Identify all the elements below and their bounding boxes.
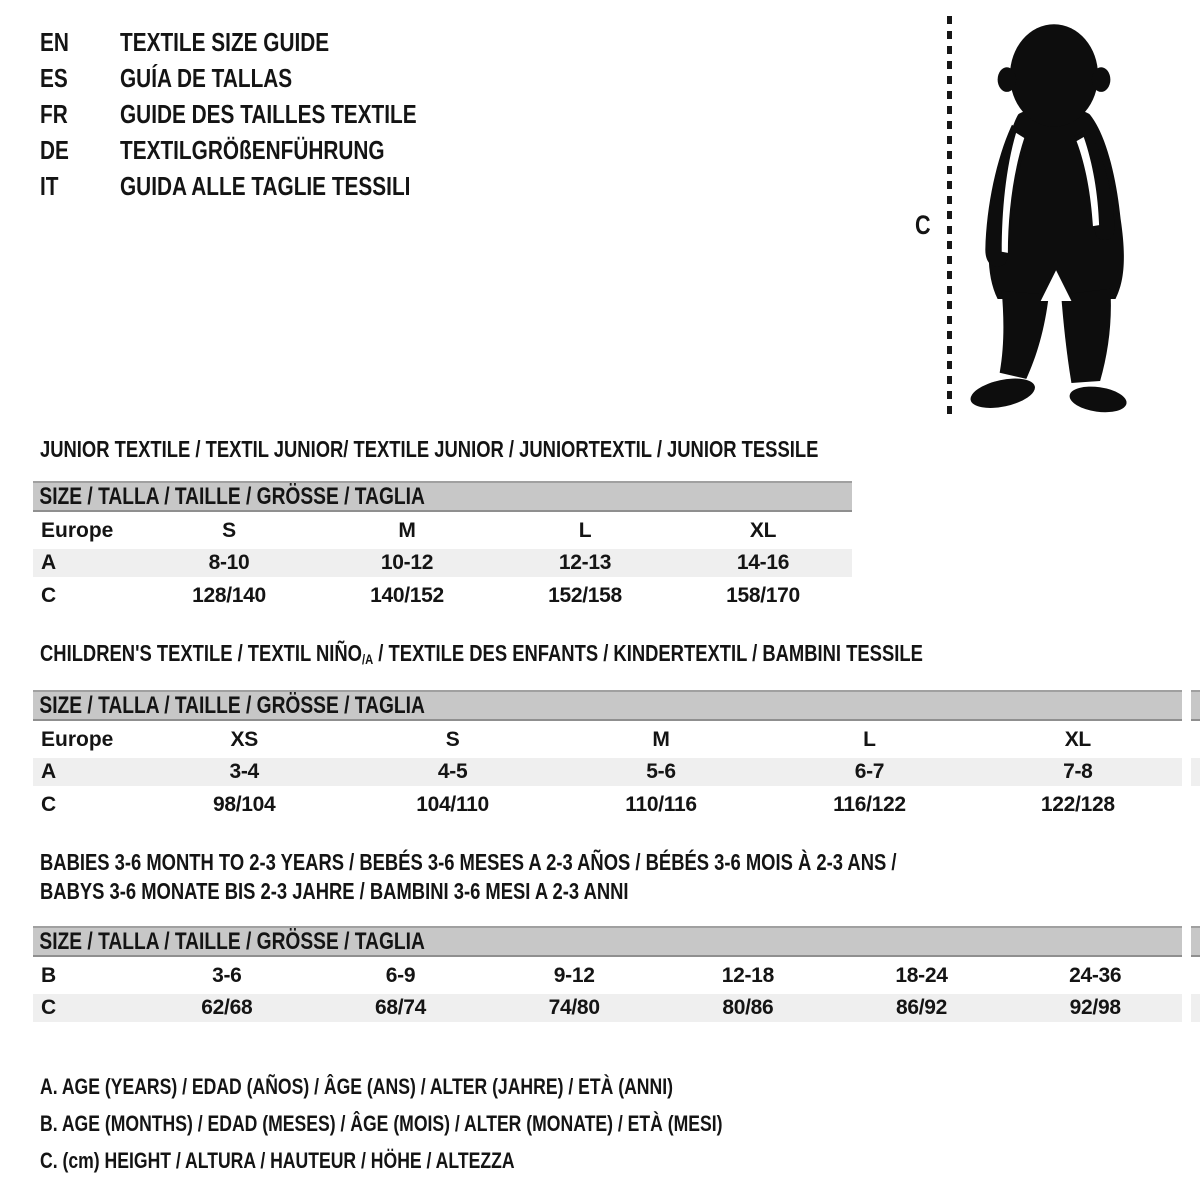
- table-row-months: [33, 957, 1182, 994]
- height-cell: 158/170: [726, 583, 800, 607]
- height-cell: 122/128: [1040, 792, 1115, 816]
- toddler-silhouette-image: [956, 14, 1152, 424]
- size-cell: XL: [1064, 727, 1091, 751]
- language-row-it: [40, 168, 491, 204]
- age-cell: 14-16: [736, 551, 790, 574]
- legend-line-b: B. AGE (MONTHS) / EDAD (MESES) / ÂGE (MOIS) / ALTER (MONATE) / ETÀ (MESI): [40, 1110, 723, 1136]
- size-table-header: SIZE / TALLA / TAILLE / GRÖSSE / TAGLIA: [33, 926, 1182, 957]
- babies-section-heading: BABIES 3-6 MONTH TO 2-3 YEARS / BEBÉS 3-6 MESES A 2-3 AÑOS / BÉBÉS 3-6 MOIS À 2-3 ANS / BABYS 3-6 MONATE BIS 2-3 JAHRE / BAMBINI 3-6 MESI A 2-3 ANNI: [40, 849, 897, 904]
- language-row-de: [40, 132, 491, 168]
- language-code: DE: [40, 134, 69, 165]
- size-table-header: SIZE / TALLA / TAILLE / GRÖSSE / TAGLIA: [33, 690, 1182, 721]
- language-code: EN: [40, 26, 69, 57]
- children-size-table: [33, 690, 1182, 823]
- age-cell: 10-12: [380, 551, 434, 574]
- language-code: IT: [40, 170, 59, 201]
- height-cell: 98/104: [212, 792, 276, 816]
- size-cell: S: [222, 518, 236, 542]
- table-row-age: [33, 758, 1182, 786]
- language-row-es: [40, 60, 491, 96]
- page-title: TEXTILE SIZE GUIDE: [120, 26, 330, 57]
- row-label: B: [41, 963, 57, 987]
- height-cell: 92/98: [1069, 996, 1121, 1019]
- month-cell: 3-6: [212, 963, 242, 987]
- height-cell: 152/158: [548, 583, 622, 607]
- row-label: Europe: [41, 518, 114, 542]
- table-row-europe: [33, 721, 1182, 758]
- junior-section-heading: JUNIOR TEXTILE / TEXTIL JUNIOR/ TEXTILE JUNIOR / JUNIORTEXTIL / JUNIOR TESSILE: [40, 436, 819, 462]
- row-label: A: [41, 760, 57, 783]
- month-cell: 12-18: [721, 963, 774, 987]
- height-cell: 62/68: [201, 996, 253, 1019]
- size-cell: XS: [230, 727, 258, 751]
- size-cell: M: [398, 518, 416, 542]
- row-label: A: [41, 551, 57, 574]
- height-cell: 140/152: [370, 583, 444, 607]
- age-cell: 4-5: [437, 760, 468, 783]
- height-cell: 86/92: [895, 996, 948, 1019]
- age-cell: 8-10: [208, 551, 250, 574]
- row-label: Europe: [41, 727, 114, 751]
- height-cell: 110/116: [625, 792, 697, 816]
- month-cell: 24-36: [1069, 963, 1122, 987]
- size-cell: XL: [749, 518, 777, 542]
- nino-a-suffix: /A: [361, 651, 374, 667]
- legend-line-a: A. AGE (YEARS) / EDAD (AÑOS) / ÂGE (ANS) / ALTER (JAHRE) / ETÀ (ANNI): [40, 1073, 673, 1099]
- height-cell: 80/86: [722, 996, 774, 1019]
- table-row-europe: [33, 512, 852, 549]
- height-cell: 128/140: [192, 583, 266, 607]
- cropped-column-sliver: [1191, 994, 1200, 1022]
- babies-size-table: [33, 926, 1182, 1022]
- age-cell: 6-7: [854, 760, 885, 783]
- cropped-column-sliver: [1191, 926, 1200, 957]
- age-cell: 5-6: [646, 760, 676, 783]
- age-cell: 12-13: [558, 551, 612, 574]
- height-dimension-label: C: [915, 210, 931, 240]
- table-row-height: [33, 577, 852, 614]
- language-row-en: [40, 24, 491, 60]
- page-title: GUIDE DES TAILLES TEXTILE: [120, 98, 417, 129]
- month-cell: 18-24: [895, 963, 948, 987]
- size-table-header: SIZE / TALLA / TAILLE / GRÖSSE / TAGLIA: [33, 481, 852, 512]
- page-title: GUIDA ALLE TAGLIE TESSILI: [120, 170, 411, 201]
- age-cell: 7-8: [1063, 760, 1093, 783]
- language-code: FR: [40, 98, 68, 129]
- language-title-list: [40, 24, 491, 204]
- children-section-heading: CHILDREN'S TEXTILE / TEXTIL NIÑO/A / TEXTILE DES ENFANTS / KINDERTEXTIL / BAMBINI TESSILE: [40, 640, 923, 667]
- page-title: GUÍA DE TALLAS: [120, 62, 293, 93]
- size-cell: L: [578, 518, 592, 542]
- month-cell: 9-12: [553, 963, 595, 987]
- table-row-height: [33, 786, 1182, 823]
- row-label: C: [41, 996, 57, 1019]
- month-cell: 6-9: [385, 963, 416, 987]
- toddler-head: [1010, 24, 1098, 127]
- height-cell: 104/110: [416, 792, 489, 816]
- height-cell: 68/74: [374, 996, 427, 1019]
- legend: [40, 1068, 893, 1179]
- height-measure-line: [947, 16, 952, 416]
- size-cell: S: [445, 727, 460, 751]
- cropped-column-sliver: [1191, 758, 1200, 786]
- row-label: C: [41, 583, 57, 607]
- toddler-right-leg: [1061, 289, 1111, 383]
- page-title: TEXTILGRÖßENFÜHRUNG: [120, 134, 385, 165]
- language-row-fr: [40, 96, 491, 132]
- junior-size-table: [33, 481, 852, 614]
- height-cell: 116/122: [833, 792, 906, 816]
- cropped-column-sliver: [1191, 690, 1200, 721]
- table-row-height: [33, 994, 1182, 1022]
- language-code: ES: [40, 62, 68, 93]
- legend-line-c: C. (cm) HEIGHT / ALTURA / HAUTEUR / HÖHE / ALTEZZA: [40, 1147, 515, 1173]
- table-row-age: [33, 549, 852, 577]
- height-cell: 74/80: [548, 996, 600, 1019]
- size-cell: L: [863, 727, 876, 751]
- row-label: C: [41, 792, 57, 816]
- toddler-left-leg: [1000, 291, 1049, 379]
- age-cell: 3-4: [229, 760, 259, 783]
- size-cell: M: [652, 727, 670, 751]
